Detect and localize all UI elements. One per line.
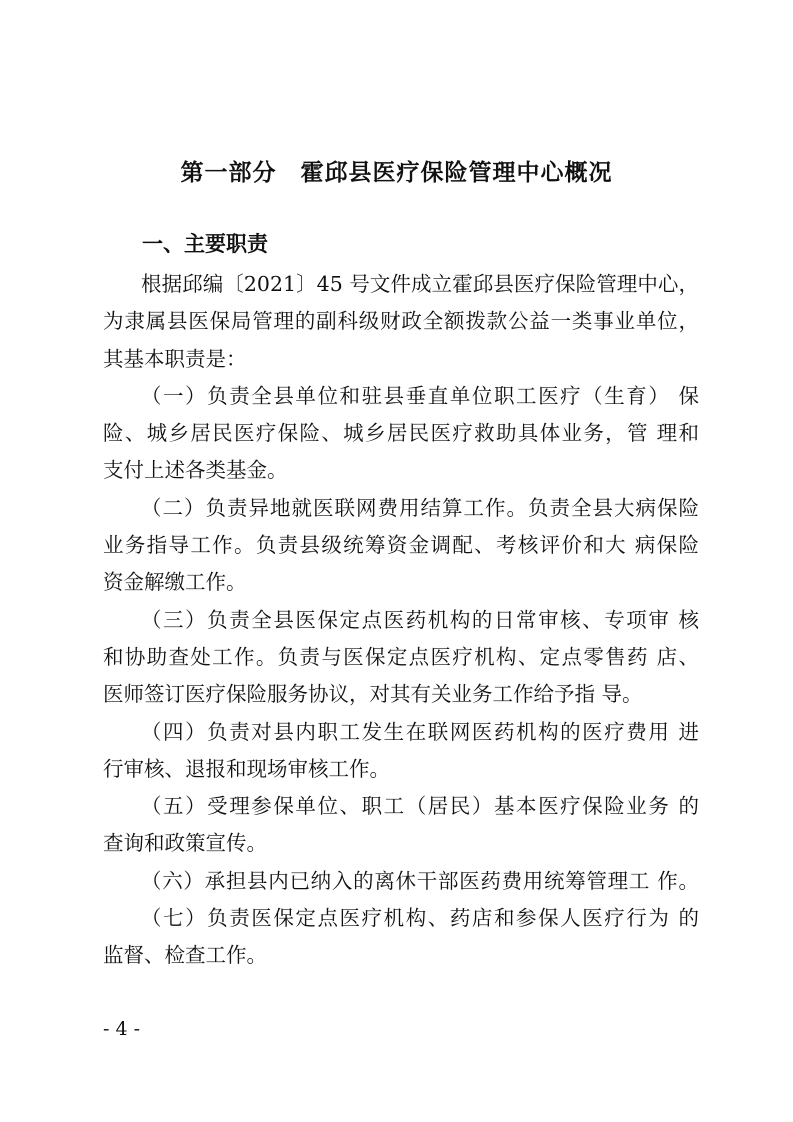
- paragraph-line: （六）承担县内已纳入的离休干部医药费用统筹管理工 作。: [141, 868, 699, 893]
- page-number: - 4 -: [103, 1018, 141, 1040]
- paragraph-line: 其基本职责是：: [103, 346, 247, 371]
- paragraph-line: 为隶属县医保局管理的副科级财政全额拨款公益一类事业单位，: [103, 309, 699, 334]
- paragraph-line: （三）负责全县医保定点医药机构的日常审核、专项审 核: [141, 607, 699, 632]
- paragraph-line: （四）负责对县内职工发生在联网医药机构的医疗费用 进: [141, 719, 699, 744]
- paragraph-line: 业务指导工作。负责县级统筹资金调配、考核评价和大 病保险: [103, 533, 699, 558]
- document-body: [103, 266, 699, 975]
- paragraph-line: 资金解缴工作。: [103, 570, 247, 595]
- paragraph-line: 监督、检查工作。: [103, 943, 267, 968]
- paragraph-line: 查询和政策宣传。: [103, 831, 267, 856]
- paragraph-line: 医师签订医疗保险服务协议，对其有关业务工作给予指 导。: [103, 682, 643, 707]
- paragraph-line: 行审核、退报和现场审核工作。: [103, 756, 390, 781]
- paragraph-line: （一）负责全县单位和驻县垂直单位职工医疗（生育） 保: [141, 383, 699, 408]
- paragraph-line: 支付上述各类基金。: [103, 458, 288, 483]
- paragraph-line: （五）受理参保单位、职工（居民）基本医疗保险业务 的: [141, 794, 699, 819]
- paragraph-line: 根据邱编〔2021〕45 号文件成立霍邱县医疗保险管理中心，: [141, 272, 699, 296]
- paragraph-line: （二）负责异地就医联网费用结算工作。负责全县大病保险: [141, 495, 699, 520]
- paragraph-line: 险、城乡居民医疗保险、城乡居民医疗救助具体业务，管 理和: [103, 421, 699, 446]
- paragraph-line: 和协助查处工作。负责与医保定点医疗机构、定点零售药 店、: [103, 644, 699, 669]
- page-title: 第一部分 霍邱县医疗保险管理中心概况: [180, 160, 613, 186]
- section-heading: 一、主要职责: [142, 232, 268, 256]
- paragraph-line: （七）负责医保定点医疗机构、药店和参保人医疗行为 的: [141, 906, 699, 931]
